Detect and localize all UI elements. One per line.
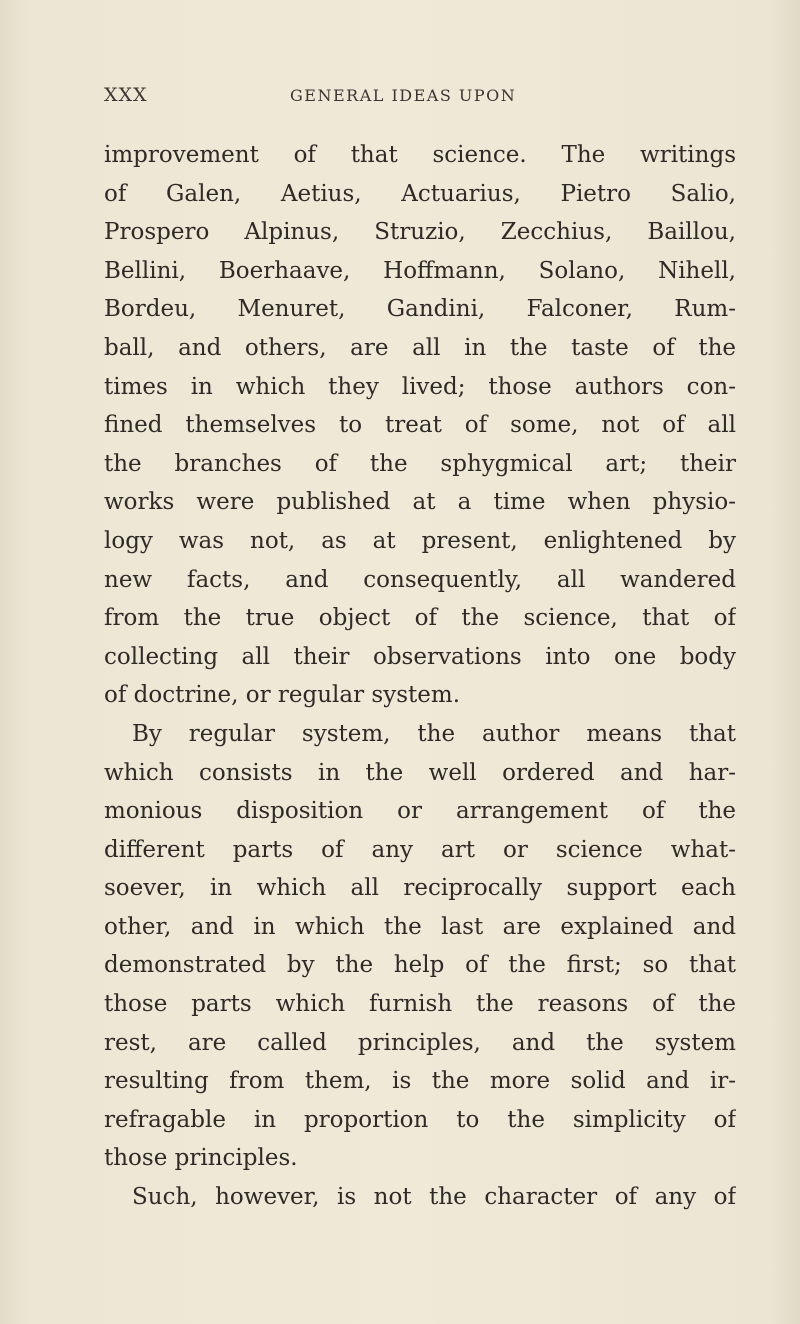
body-text	[104, 136, 736, 1217]
text-line: Bellini, Boerhaave, Hoffmann, Solano, Nihell,	[104, 257, 736, 284]
text-line: from the true object of the science, that of	[104, 605, 736, 632]
text-line: different parts of any art or science what-	[104, 836, 736, 863]
text-line: logy was not, as at present, enlightened by	[104, 527, 736, 554]
text-line: ball, and others, are all in the taste of the	[104, 334, 736, 361]
text-line: monious disposition or arrangement of the	[104, 798, 736, 825]
text-line: soever, in which all reciprocally support each	[104, 875, 736, 902]
text-line: those parts which furnish the reasons of the	[104, 991, 736, 1018]
text-line: other, and in which the last are explained and	[104, 913, 736, 940]
text-line: of Galen, Aetius, Actuarius, Pietro Salio,	[104, 180, 736, 207]
text-line: works were published at a time when physio-	[104, 489, 736, 516]
text-line: rest, are called principles, and the system	[104, 1029, 736, 1056]
paragraph-first-line: By regular system, the author means that	[132, 720, 736, 747]
text-line: fined themselves to treat of some, not of all	[104, 412, 736, 439]
text-line: demonstrated by the help of the first; so that	[104, 952, 736, 979]
text-line: improvement of that science. The writings	[104, 142, 736, 168]
text-line: the branches of the sphygmical art; their	[104, 450, 736, 477]
text-line: of doctrine, or regular system.	[104, 682, 461, 709]
paragraph-first-line: Such, however, is not the character of any of	[132, 1184, 736, 1211]
page-number: XXX	[104, 84, 148, 106]
text-line: times in which they lived; those authors con-	[104, 373, 736, 400]
text-line: which consists in the well ordered and har-	[104, 759, 736, 786]
page-header	[104, 84, 736, 114]
running-head: GENERAL IDEAS UPON	[290, 86, 517, 105]
text-line: those principles.	[104, 1145, 298, 1172]
text-line: new facts, and consequently, all wandered	[104, 566, 736, 593]
text-line: Bordeu, Menuret, Gandini, Falconer, Rum-	[104, 296, 736, 323]
text-line: collecting all their observations into one body	[104, 643, 736, 670]
text-line: Prospero Alpinus, Struzio, Zecchius, Baillou,	[104, 219, 736, 246]
text-line: resulting from them, is the more solid and ir-	[104, 1068, 736, 1095]
text-line: refragable in proportion to the simplicity of	[104, 1106, 736, 1133]
